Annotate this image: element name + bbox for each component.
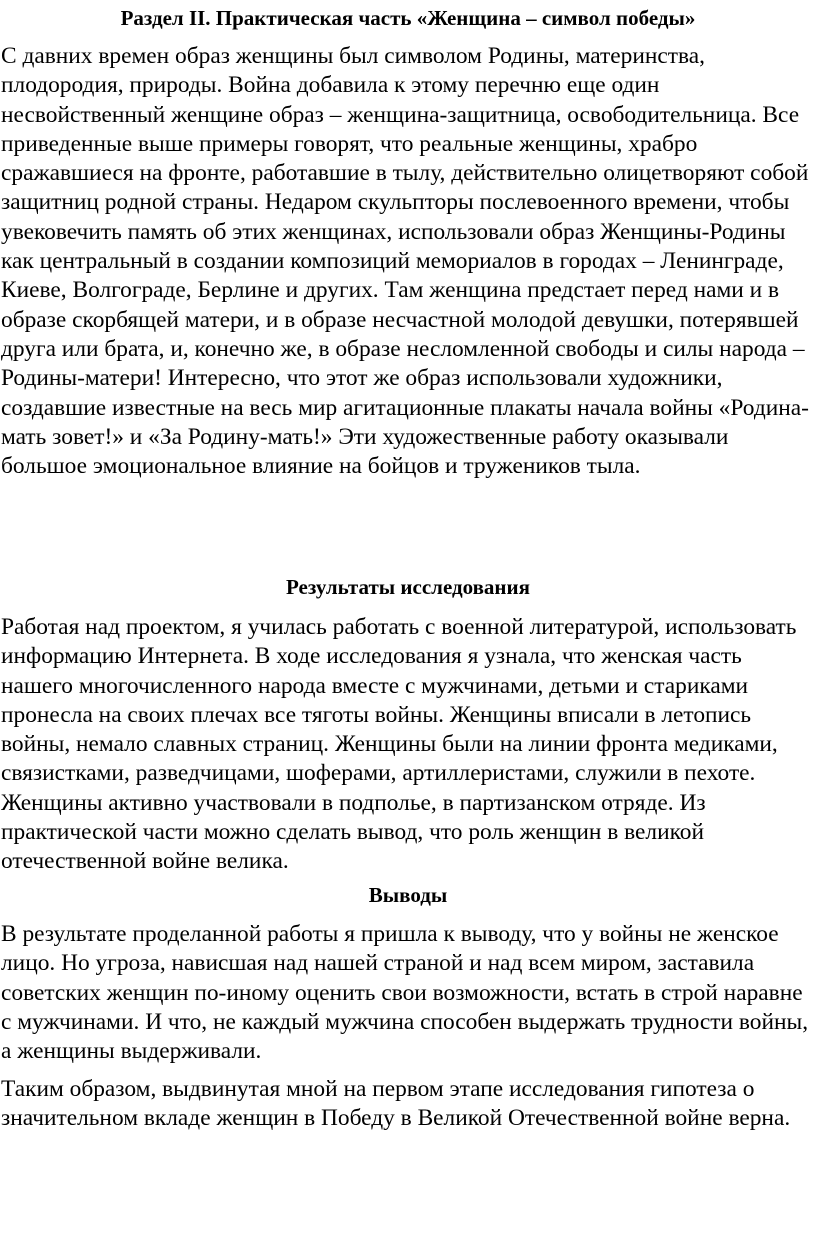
section-title-practical-part: Раздел II. Практическая часть «Женщина – символ победы» [120,6,696,30]
paragraph-conclusion-1: В результате проделанной работы я пришла к выводу, что у войны не женское лицо. Но угроза, нависшая над нашей страной и над всем миром, заставила советских женщин по-иному оценить свои возможности, встать в строй наравне с мужчинами. И что, не каждый мужчина способен выдержать трудности войны, а женщины выдерживали. [1,921,809,1065]
section-title-conclusions: Выводы [368,883,448,907]
paragraph-research-results: Работая над проектом, я училась работать с военной литературой, использовать информацию Интернета. В ходе исследования я узнала, что женская часть нашего многочисленного народа вместе с мужчинами, детьми и стариками пронесла на своих плечах все тяготы войны. Женщины вписали в летопись войны, немало славных страниц. Женщины были на линии фронта медиками, связистками, разведчицами, шоферами, артиллеристами, служили в пехоте. Женщины активно участвовали в подполье, в партизанском отряде. Из практической части можно сделать вывод, что роль женщин в великой отечественной войне велика. [1,614,797,875]
section-title-research-results: Результаты исследования [286,575,530,599]
paragraph-conclusion-2: Таким образом, выдвинутая мной на первом этапе исследования гипотеза о значительном вкладе женщин в Победу в Великой Отечественной войне верна. [1,1076,791,1132]
paragraph-woman-symbol: С давних времен образ женщины был символом Родины, материнства, плодородия, природы. Война добавила к этому перечню еще один несвойственный женщине образ – женщина-защитница, освободительница. Все приведенные выше примеры говорят, что реальные женщины, храбро сражавшиеся на фронте, работавшие в тылу, действительно олицетворяют собой защитниц родной страны. Недаром скульпторы послевоенного времени, чтобы увековечить память об этих женщинах, использовали образ Женщины-Родины как центральный в создании композиций мемориалов в городах – Ленинграде, Киеве, Волгограде, Берлине и других. Там женщина предстает перед нами и в образе скорбящей матери, и в образе несчастной молодой девушки, потерявшей друга или брата, и, конечно же, в образе несломленной свободы и силы народа – Родины-матери! Интересно, что этот же образ использовали художники, создавшие известные на весь мир агитационные плакаты начала войны «Родина-мать зовет!» и «За Родину-мать!» Эти художественные работу оказывали большое эмоциональное влияние на бойцов и тружеников тыла. [1,43,809,480]
